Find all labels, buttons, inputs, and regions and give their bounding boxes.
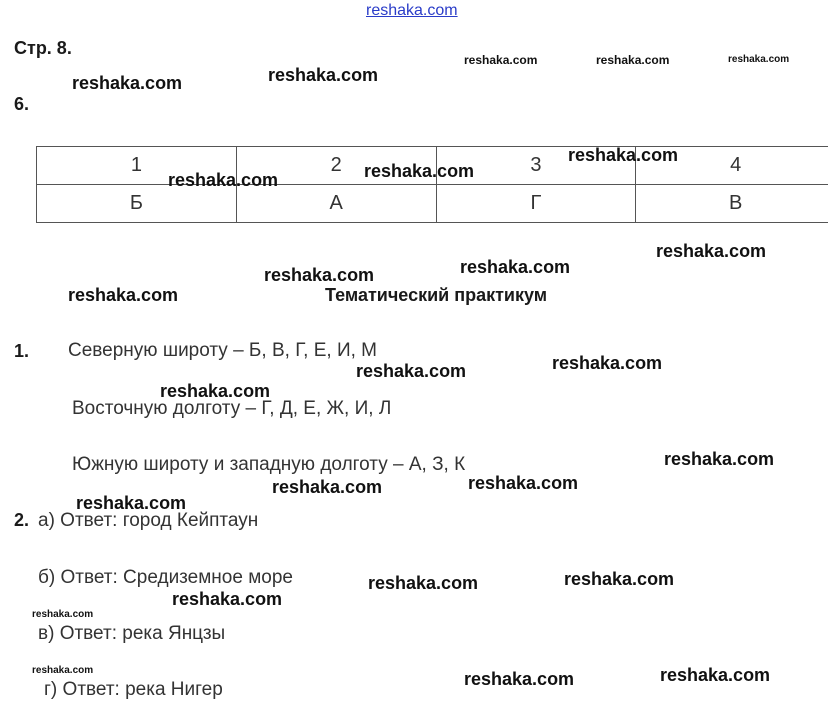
question-2-number: 2. [14,510,30,530]
question-1-number: 1. [14,341,30,361]
watermark: reshaka.com [568,145,679,165]
answer-line: Северную широту – Б, В, Г, Е, И, М [68,340,377,361]
watermark: reshaka.com [596,53,670,67]
watermark: reshaka.com [552,353,663,373]
table-header-cell: 1 [37,147,237,185]
watermark: reshaka.com [172,589,283,609]
table-header-cell: 2 [236,147,436,185]
watermark: reshaka.com [564,569,675,589]
watermark: reshaka.com [68,285,179,305]
watermark: reshaka.com [664,449,775,469]
answer-line: Южную широту и западную долготу – А, З, К [72,454,466,475]
watermark: reshaka.com [264,265,375,285]
watermark: reshaka.com [72,73,183,93]
page-number: Стр. 8. [14,38,72,58]
answer-line: Восточную долготу – Г, Д, Е, Ж, И, Л [72,398,392,419]
watermark: reshaka.com [460,257,571,277]
answer-line: б) Ответ: Средиземное море [38,567,293,588]
table-cell: А [236,185,436,223]
answer-line: г) Ответ: река Нигер [44,679,223,700]
watermark: reshaka.com [464,669,575,689]
watermark: reshaka.com [728,54,790,65]
watermark: reshaka.com [160,381,271,401]
watermark: reshaka.com [368,573,479,593]
task-number: 6. [14,94,30,114]
watermark: reshaka.com [464,53,538,67]
watermark: reshaka.com [168,170,279,190]
table-header-cell: 4 [636,147,828,185]
watermark: reshaka.com [272,477,383,497]
answer-line: а) Ответ: город Кейптаун [38,510,259,531]
section-title: Тематический практикум [325,285,548,305]
watermark: reshaka.com [364,161,475,181]
watermark: reshaka.com [268,65,379,85]
watermark: reshaka.com [32,665,94,676]
answer-line: в) Ответ: река Янцзы [38,623,226,644]
answer-table [36,146,828,223]
top-watermark-link[interactable]: reshaka.com [366,2,458,19]
watermark: reshaka.com [660,665,771,685]
table-cell: Б [37,185,237,223]
watermark: reshaka.com [356,361,467,381]
watermark: reshaka.com [32,609,94,620]
watermark: reshaka.com [656,241,767,261]
table-cell: В [636,185,828,223]
table-row [37,185,828,223]
table-header-cell: 3 [436,147,636,185]
table-cell: Г [436,185,636,223]
watermark: reshaka.com [76,493,187,513]
watermark: reshaka.com [468,473,579,493]
